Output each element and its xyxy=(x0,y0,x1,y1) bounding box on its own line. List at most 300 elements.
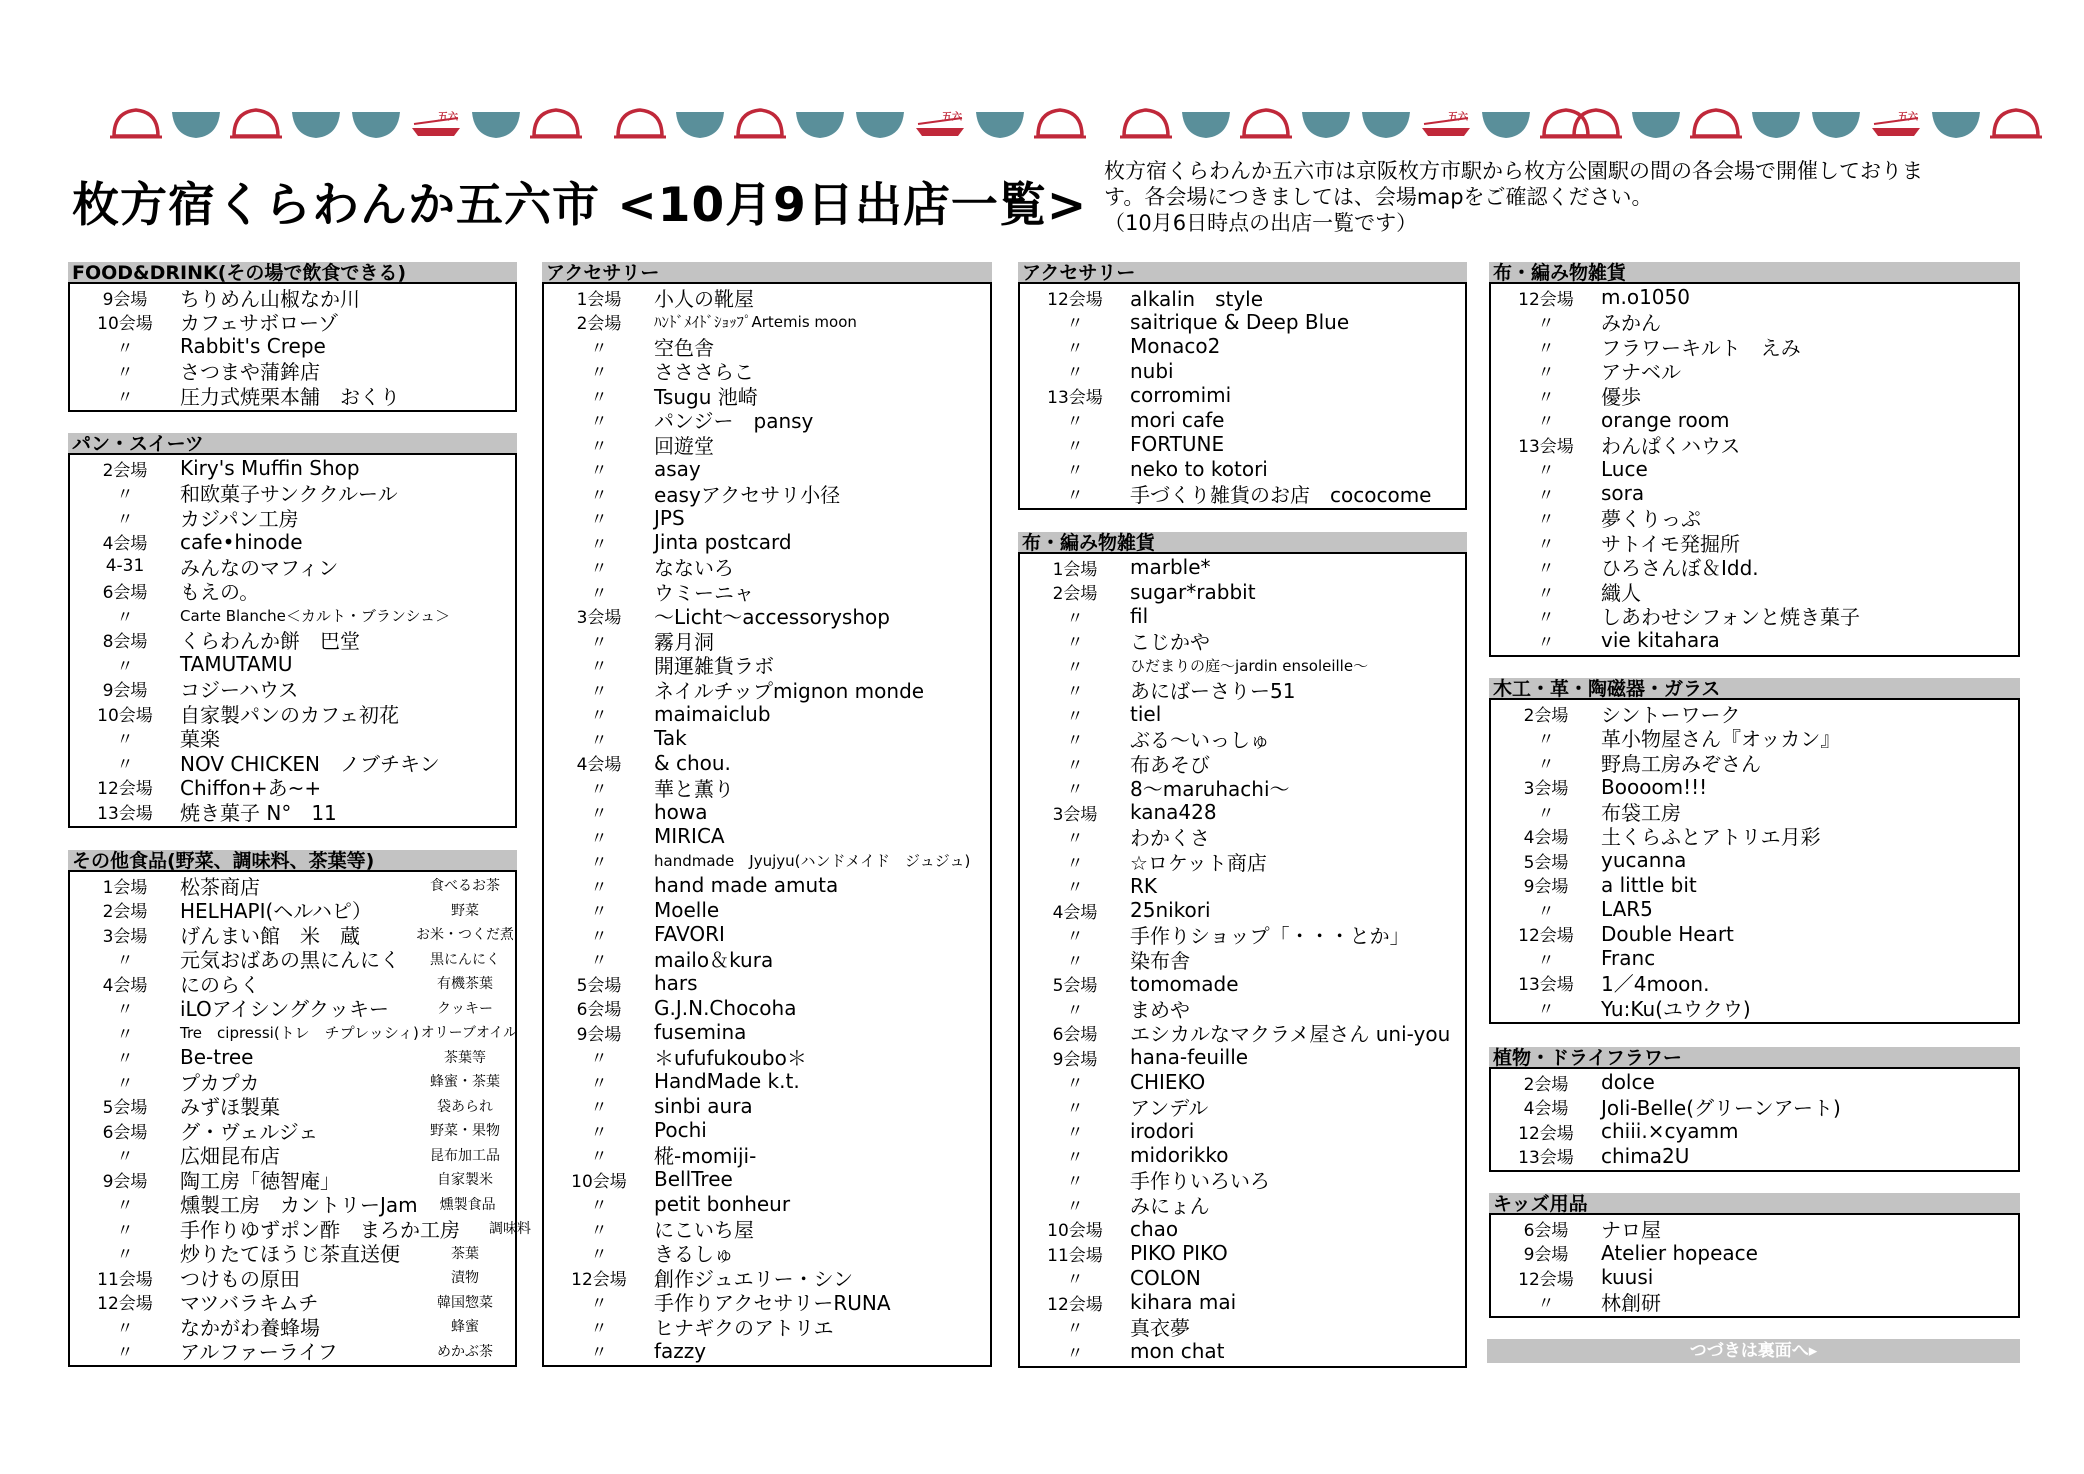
product-category: 漬物 xyxy=(451,1270,479,1287)
vendor-name: 手作りいろいろ xyxy=(1130,1169,1270,1194)
vendor-name: 優歩 xyxy=(1601,384,1641,409)
section-kids xyxy=(1489,1193,2020,1318)
vendor-list xyxy=(542,284,992,1367)
vendor-name: エシカルなマクラメ屋さん uni-you xyxy=(1130,1022,1451,1047)
section-title: 木工・革・陶磁器・ガラス xyxy=(1489,678,2020,700)
vendor-name: Tsugu 池崎 xyxy=(654,384,758,409)
vendor-row xyxy=(544,383,990,408)
vendor-name: 開運雑貨ラボ xyxy=(654,654,774,679)
venue-number: 10会場 xyxy=(1047,1221,1103,1242)
venue-number: 〃 xyxy=(1537,338,1555,359)
vendor-row xyxy=(1491,432,2018,457)
product-category: 黒にんにく xyxy=(430,951,500,968)
venue-number: 13会場 xyxy=(1518,1148,1574,1169)
venue-number: 〃 xyxy=(590,902,608,923)
logo-text: 五六 xyxy=(1898,112,1918,123)
vendor-name: cafe•hinode xyxy=(180,529,303,554)
venue-number: 〃 xyxy=(590,804,608,825)
vendor-row xyxy=(1020,1094,1465,1119)
vendor-row xyxy=(1491,359,2018,384)
vendor-row xyxy=(1491,628,2018,653)
vendor-row xyxy=(1020,1021,1465,1046)
vendor-name: 布袋工房 xyxy=(1601,800,1681,825)
product-category: オリーブオイル xyxy=(420,1025,518,1042)
vendor-name: Tak xyxy=(654,726,687,751)
vendor-row xyxy=(544,432,990,457)
vendor-name: あにばーさりー51 xyxy=(1130,679,1296,704)
vendor-row xyxy=(70,1045,515,1070)
vendor-name: 革小物屋さん『オッカン』 xyxy=(1601,727,1841,752)
venue-number: 13会場 xyxy=(1047,387,1103,408)
section-other-food xyxy=(68,850,531,1367)
vendor-row xyxy=(1491,334,2018,359)
vendor-name: 霧月洞 xyxy=(654,629,714,654)
vendor-row xyxy=(1491,995,2018,1020)
venue-number: 6会場 xyxy=(1052,1025,1098,1046)
bowl-teal-icon xyxy=(468,101,524,143)
vendor-row xyxy=(544,530,990,555)
vendor-row xyxy=(1491,506,2018,531)
vendor-name: Rabbit's Crepe xyxy=(180,334,326,359)
vendor-row xyxy=(1020,334,1465,359)
vendor-name: & chou. xyxy=(654,750,731,775)
vendor-list xyxy=(1489,700,2020,1024)
venue-number: 〃 xyxy=(590,1294,608,1315)
venue-number: 〃 xyxy=(590,1098,608,1119)
venue-number: 〃 xyxy=(590,387,608,408)
vendor-name: グ・ヴェルジェ xyxy=(180,1119,319,1144)
venue-number: 2会場 xyxy=(102,902,148,923)
venue-number: 〃 xyxy=(116,1049,134,1070)
section-pan-sweets xyxy=(68,433,517,828)
product-category: 野菜 xyxy=(451,902,479,919)
product-category: めかぶ茶 xyxy=(437,1343,493,1360)
vendor-name: NOV CHICKEN ノブチキン xyxy=(180,751,440,776)
vendor-row xyxy=(70,1118,515,1143)
vendor-name: COLON xyxy=(1130,1265,1201,1290)
vendor-row xyxy=(1020,1217,1465,1242)
bowl-red-icon xyxy=(1568,101,1624,143)
vendor-row xyxy=(1020,1266,1465,1291)
venue-number: 9会場 xyxy=(1523,877,1569,898)
vendor-row xyxy=(1020,285,1465,310)
venue-number: 〃 xyxy=(1066,436,1084,457)
venue-number: 5会場 xyxy=(1052,976,1098,997)
vendor-row xyxy=(1491,873,2018,898)
vendor-name: シントーワーク xyxy=(1601,702,1741,727)
vendor-name: アナベル xyxy=(1601,360,1681,385)
vendor-row xyxy=(1491,1265,2018,1290)
venue-number: 〃 xyxy=(590,510,608,531)
venue-number: 13会場 xyxy=(1518,975,1574,996)
vendor-name: Franc xyxy=(1601,946,1656,971)
venue-number: 〃 xyxy=(116,1024,134,1045)
vendor-row xyxy=(1491,555,2018,580)
bowl-teal-icon xyxy=(1478,101,1534,143)
vendor-name: 焼き菓子 N° 11 xyxy=(180,800,337,825)
vendor-name: dolce xyxy=(1601,1070,1655,1095)
vendor-row xyxy=(70,1020,518,1045)
vendor-name: げんまい館 米 蔵 xyxy=(180,923,360,948)
vendor-row xyxy=(1491,408,2018,433)
venue-number: 〃 xyxy=(1537,485,1555,506)
vendor-name: chima2U xyxy=(1601,1143,1690,1168)
vendor-row xyxy=(1020,1241,1465,1266)
vendor-name: みにょん xyxy=(1130,1193,1210,1218)
vendor-row xyxy=(70,947,515,972)
vendor-row xyxy=(70,383,515,408)
venue-number: 〃 xyxy=(1066,1074,1084,1095)
vendor-name: Luce xyxy=(1601,456,1648,481)
vendor-name: handmade Jyujyu(ハンドメイド ジュジュ) xyxy=(654,852,971,871)
venue-number: 〃 xyxy=(1066,412,1084,433)
venue-number: 9会場 xyxy=(576,1024,622,1045)
decorative-band xyxy=(108,101,588,143)
vendor-name: わかくさ xyxy=(1130,826,1210,851)
venue-number: 4会場 xyxy=(1523,828,1569,849)
vendor-name: にこいち屋 xyxy=(654,1217,754,1242)
vendor-row xyxy=(1491,701,2018,726)
venue-number: 〃 xyxy=(116,363,134,384)
vendor-row xyxy=(70,530,515,555)
vendor-name: fusemina xyxy=(654,1020,747,1045)
vendor-row xyxy=(1020,1315,1465,1340)
venue-number: 〃 xyxy=(590,657,608,678)
intro-line: 枚方宿くらわんか五六市は京阪枚方市駅から枚方公園駅の間の各会場で開催しておりま xyxy=(1104,159,1923,183)
vendor-row xyxy=(1491,726,2018,751)
vendor-row xyxy=(1020,457,1465,482)
vendor-row xyxy=(544,1290,990,1315)
vendor-row xyxy=(1491,1216,2018,1241)
venue-number: 6会場 xyxy=(576,1000,622,1021)
venue-number: 〃 xyxy=(1066,951,1084,972)
product-category: 有機茶葉 xyxy=(437,976,493,993)
venue-number: 12会場 xyxy=(97,779,153,800)
bowl-red-icon xyxy=(1688,101,1744,143)
vendor-row xyxy=(70,799,515,824)
vendor-row xyxy=(1020,923,1465,948)
vendor-row xyxy=(1020,408,1465,433)
vendor-row xyxy=(544,702,990,727)
vendor-name: まめや xyxy=(1130,997,1190,1022)
vendor-name: maimaiclub xyxy=(654,701,771,726)
vendor-name: 燻製工房 カントリーJam xyxy=(180,1193,418,1218)
venue-number: 〃 xyxy=(1066,731,1084,752)
vendor-row xyxy=(544,1045,990,1070)
section-title: パン・スイーツ xyxy=(68,433,517,455)
vendor-name: nubi xyxy=(1130,358,1174,383)
vendor-row xyxy=(544,1192,990,1217)
vendor-name: パンジー pansy xyxy=(654,409,814,434)
product-category: 茶葉 xyxy=(451,1245,479,1262)
product-category: 蜂蜜・茶葉 xyxy=(430,1074,500,1091)
vendor-name: howa xyxy=(654,799,708,824)
vendor-row xyxy=(544,359,990,384)
vendor-name: 手作りショップ「・・・とか」 xyxy=(1130,924,1410,949)
venue-number: 〃 xyxy=(116,509,134,530)
product-category: 袋あられ xyxy=(437,1098,493,1115)
venue-number: 〃 xyxy=(1066,1343,1084,1364)
vendor-name: ぶる～いっしゅ xyxy=(1130,728,1270,753)
vendor-name: CHIEKO xyxy=(1130,1069,1206,1094)
vendor-name: hand made amuta xyxy=(654,873,839,898)
product-category: 野菜・果物 xyxy=(430,1123,500,1140)
bowl-red-icon xyxy=(1032,101,1088,143)
intro-line: す。各会場につきましては、会場mapをご確認ください。 xyxy=(1104,185,1653,209)
bowl-red-icon xyxy=(1118,101,1174,143)
vendor-name: asay xyxy=(654,456,701,481)
vendor-row xyxy=(544,922,990,947)
venue-number: 4会場 xyxy=(576,755,622,776)
vendor-name: こじかや xyxy=(1130,630,1210,655)
decorative-band xyxy=(612,101,1092,143)
vendor-name: HandMade k.t. xyxy=(654,1069,800,1094)
venue-number: 〃 xyxy=(1066,1098,1084,1119)
vendor-name: 菓楽 xyxy=(180,727,220,752)
intro-line: （10月6日時点の出店一覧です） xyxy=(1104,211,1418,235)
vendor-name: みかん xyxy=(1601,311,1661,336)
venue-number: 4会場 xyxy=(102,534,148,555)
vendor-name: Boooom!!! xyxy=(1601,774,1708,799)
bowl-teal-icon xyxy=(1628,101,1684,143)
vendor-row xyxy=(544,1094,990,1119)
vendor-name: chao xyxy=(1130,1216,1179,1241)
section-food-drink xyxy=(68,262,517,412)
vendor-row xyxy=(1491,530,2018,555)
product-category: 自家製米 xyxy=(437,1172,493,1189)
bowl-red-icon xyxy=(528,101,584,143)
vendor-row xyxy=(1491,750,2018,775)
vendor-row xyxy=(544,604,990,629)
vendor-row xyxy=(544,408,990,433)
vendor-row xyxy=(1020,800,1465,825)
vendor-name: 空色舎 xyxy=(654,335,714,360)
vendor-row xyxy=(1020,996,1465,1021)
venue-number: 〃 xyxy=(590,363,608,384)
venue-number: 9会場 xyxy=(1523,1245,1569,1266)
vendor-name: ＊ufufukoubo＊ xyxy=(654,1046,807,1071)
vendor-name: ☆ロケット商店 xyxy=(1130,850,1267,875)
section-title: 布・編み物雑貨 xyxy=(1489,262,2020,284)
vendor-list xyxy=(1018,284,1467,510)
vendor-row xyxy=(544,310,990,335)
venue-number: 〃 xyxy=(1537,730,1555,751)
vendor-row xyxy=(544,947,990,972)
vendor-name: Tre cipressi(トレ チプレッシィ) xyxy=(180,1023,419,1042)
venue-number: 〃 xyxy=(1537,461,1555,482)
vendor-name: midorikko xyxy=(1130,1143,1229,1168)
vendor-name: にのらく xyxy=(180,972,260,997)
section-title: 植物・ドライフラワー xyxy=(1489,1047,2020,1069)
vendor-name: 染布舎 xyxy=(1130,948,1190,973)
vendor-name: 8～maruhachi～ xyxy=(1130,777,1290,802)
venue-number: 12会場 xyxy=(1518,926,1574,947)
vendor-row xyxy=(70,481,515,506)
decorative-band xyxy=(1568,101,2048,143)
vendor-row xyxy=(544,1118,990,1143)
vendor-name: G.J.N.Chocoha xyxy=(654,995,797,1020)
bowl-teal-icon xyxy=(1808,101,1864,143)
boat-gorokuichi-icon xyxy=(408,101,464,143)
vendor-name: 野鳥工房みぞさん xyxy=(1601,751,1761,776)
bowl-teal-icon xyxy=(1298,101,1354,143)
vendor-name: mori cafe xyxy=(1130,407,1225,432)
vendor-name: 手づくり雑貨のお店 cococome xyxy=(1130,482,1432,507)
vendor-row xyxy=(1491,310,2018,335)
vendor-row xyxy=(544,481,990,506)
vendor-row xyxy=(1020,1119,1465,1144)
vendor-row xyxy=(1020,776,1465,801)
venue-number: 〃 xyxy=(1537,803,1555,824)
product-category: 燻製食品 xyxy=(439,1196,496,1213)
venue-number: 〃 xyxy=(116,607,134,628)
product-category: 昆布加工品 xyxy=(430,1147,500,1164)
vendor-name: 真衣夢 xyxy=(1130,1316,1190,1341)
venue-number: 5会場 xyxy=(1523,852,1569,873)
product-category: お米・つくだ煮 xyxy=(416,927,514,944)
vendor-name: サトイモ発掘所 xyxy=(1601,531,1740,556)
vendor-name: ひろさんぼ＆Idd. xyxy=(1601,556,1759,581)
vendor-row xyxy=(70,1265,515,1290)
venue-number: 〃 xyxy=(590,338,608,359)
vendor-row xyxy=(544,800,990,825)
vendor-row xyxy=(1020,1143,1465,1168)
venue-number: 〃 xyxy=(116,338,134,359)
vendor-name: Atelier hopeace xyxy=(1601,1240,1758,1265)
vendor-row xyxy=(70,1094,515,1119)
venue-number: 〃 xyxy=(116,1343,134,1364)
bowl-teal-icon xyxy=(972,101,1028,143)
venue-number: 2会場 xyxy=(1523,705,1569,726)
section-accessory-2 xyxy=(1018,262,1467,510)
vendor-row xyxy=(70,1241,515,1266)
venue-number: 1会場 xyxy=(102,877,148,898)
vendor-row xyxy=(70,701,515,726)
vendor-name: yucanna xyxy=(1601,848,1687,873)
vendor-name: ヒナギクのアトリエ xyxy=(654,1315,834,1340)
vendor-row xyxy=(1020,702,1465,727)
vendor-row xyxy=(1020,653,1465,678)
vendor-row xyxy=(1491,1095,2018,1120)
vendor-list xyxy=(68,284,517,412)
venue-number: 〃 xyxy=(1066,314,1084,335)
venue-number: 5会場 xyxy=(576,975,622,996)
venue-number: 9会場 xyxy=(1052,1049,1098,1070)
product-category: 食べるお茶 xyxy=(430,878,500,895)
vendor-row xyxy=(70,1143,515,1168)
venue-number: 〃 xyxy=(1066,1147,1084,1168)
vendor-name: Joli-Belle(グリーンアート) xyxy=(1601,1096,1841,1121)
vendor-name: 自家製パンのカフェ初花 xyxy=(180,702,399,727)
vendor-name: kuusi xyxy=(1601,1265,1654,1290)
bowl-teal-icon xyxy=(792,101,848,143)
vendor-row xyxy=(1491,897,2018,922)
vendor-name: 小人の靴屋 xyxy=(654,286,754,311)
venue-number: 10会場 xyxy=(97,314,153,335)
section-accessory-1 xyxy=(542,262,992,1367)
vendor-row xyxy=(70,334,515,359)
vendor-name: なないろ xyxy=(654,556,734,581)
vendor-name: sugar*rabbit xyxy=(1130,579,1256,604)
vendor-row xyxy=(1491,922,2018,947)
vendor-name: tomomade xyxy=(1130,971,1239,996)
venue-number: 9会場 xyxy=(102,289,148,310)
vendor-row xyxy=(1491,775,2018,800)
vendor-name: 松茶商店 xyxy=(180,874,260,899)
venue-number: 〃 xyxy=(1066,1000,1084,1021)
vendor-row xyxy=(544,726,990,751)
vendor-row xyxy=(544,457,990,482)
vendor-row xyxy=(70,726,515,751)
venue-number: 4会場 xyxy=(1052,902,1098,923)
vendor-name: 25nikori xyxy=(1130,898,1211,923)
venue-number: 10会場 xyxy=(97,705,153,726)
venue-number: 〃 xyxy=(116,1318,134,1339)
vendor-name: 織人 xyxy=(1601,580,1641,605)
vendor-name: アルファーライフ xyxy=(180,1340,338,1365)
vendor-row xyxy=(544,1143,990,1168)
vendor-name: Kiry's Muffin Shop xyxy=(180,456,360,481)
vendor-row xyxy=(544,1216,990,1241)
vendor-row xyxy=(1491,383,2018,408)
vendor-row xyxy=(1020,1168,1465,1193)
vendor-name: プカプカ xyxy=(180,1070,260,1095)
vendor-name: 手作りアクセサリーRUNA xyxy=(654,1291,891,1316)
venue-number: 〃 xyxy=(590,926,608,947)
venue-number: 〃 xyxy=(1066,485,1084,506)
vendor-name: FAVORI xyxy=(654,922,725,947)
vendor-name: フラワーキルト えみ xyxy=(1601,335,1801,360)
bowl-red-icon xyxy=(1988,101,2044,143)
venue-number: 〃 xyxy=(590,436,608,457)
vendor-row xyxy=(70,922,515,947)
vendor-row xyxy=(544,898,990,923)
vendor-row xyxy=(1020,727,1465,752)
vendor-row xyxy=(1491,481,2018,506)
bowl-teal-icon xyxy=(288,101,344,143)
venue-number: 〃 xyxy=(116,485,134,506)
venue-number: 12会場 xyxy=(1518,289,1574,310)
vendor-name: なかがわ養蜂場 xyxy=(180,1315,320,1340)
venue-number: 〃 xyxy=(1537,363,1555,384)
vendor-row xyxy=(544,1265,990,1290)
vendor-name: コジーハウス xyxy=(180,678,299,703)
vendor-name: ちりめん山椒なか川 xyxy=(180,286,360,311)
vendor-row xyxy=(1020,555,1465,580)
venue-number: 〃 xyxy=(590,681,608,702)
vendor-row xyxy=(70,285,515,310)
venue-number: 〃 xyxy=(590,1245,608,1266)
vendor-list xyxy=(1018,554,1467,1368)
venue-number: 〃 xyxy=(1066,1123,1084,1144)
venue-number: 〃 xyxy=(116,656,134,677)
vendor-row xyxy=(1020,1070,1465,1095)
venue-number: 〃 xyxy=(590,853,608,874)
section-craft xyxy=(1489,678,2020,1024)
vendor-row xyxy=(544,971,990,996)
venue-number: 12会場 xyxy=(1518,1123,1574,1144)
venue-number: 〃 xyxy=(590,1343,608,1364)
vendor-name: easyアクセサリ小径 xyxy=(654,482,841,507)
vendor-name: irodori xyxy=(1130,1118,1195,1143)
vendor-row xyxy=(70,677,515,702)
venue-number: 6会場 xyxy=(102,1122,148,1143)
venue-number: 〃 xyxy=(1066,927,1084,948)
vendor-row xyxy=(544,775,990,800)
venue-number: 〃 xyxy=(1537,387,1555,408)
vendor-name: m.o1050 xyxy=(1601,285,1690,310)
vendor-name: Carte Blanche＜カルト・ブランシュ＞ xyxy=(180,606,451,625)
